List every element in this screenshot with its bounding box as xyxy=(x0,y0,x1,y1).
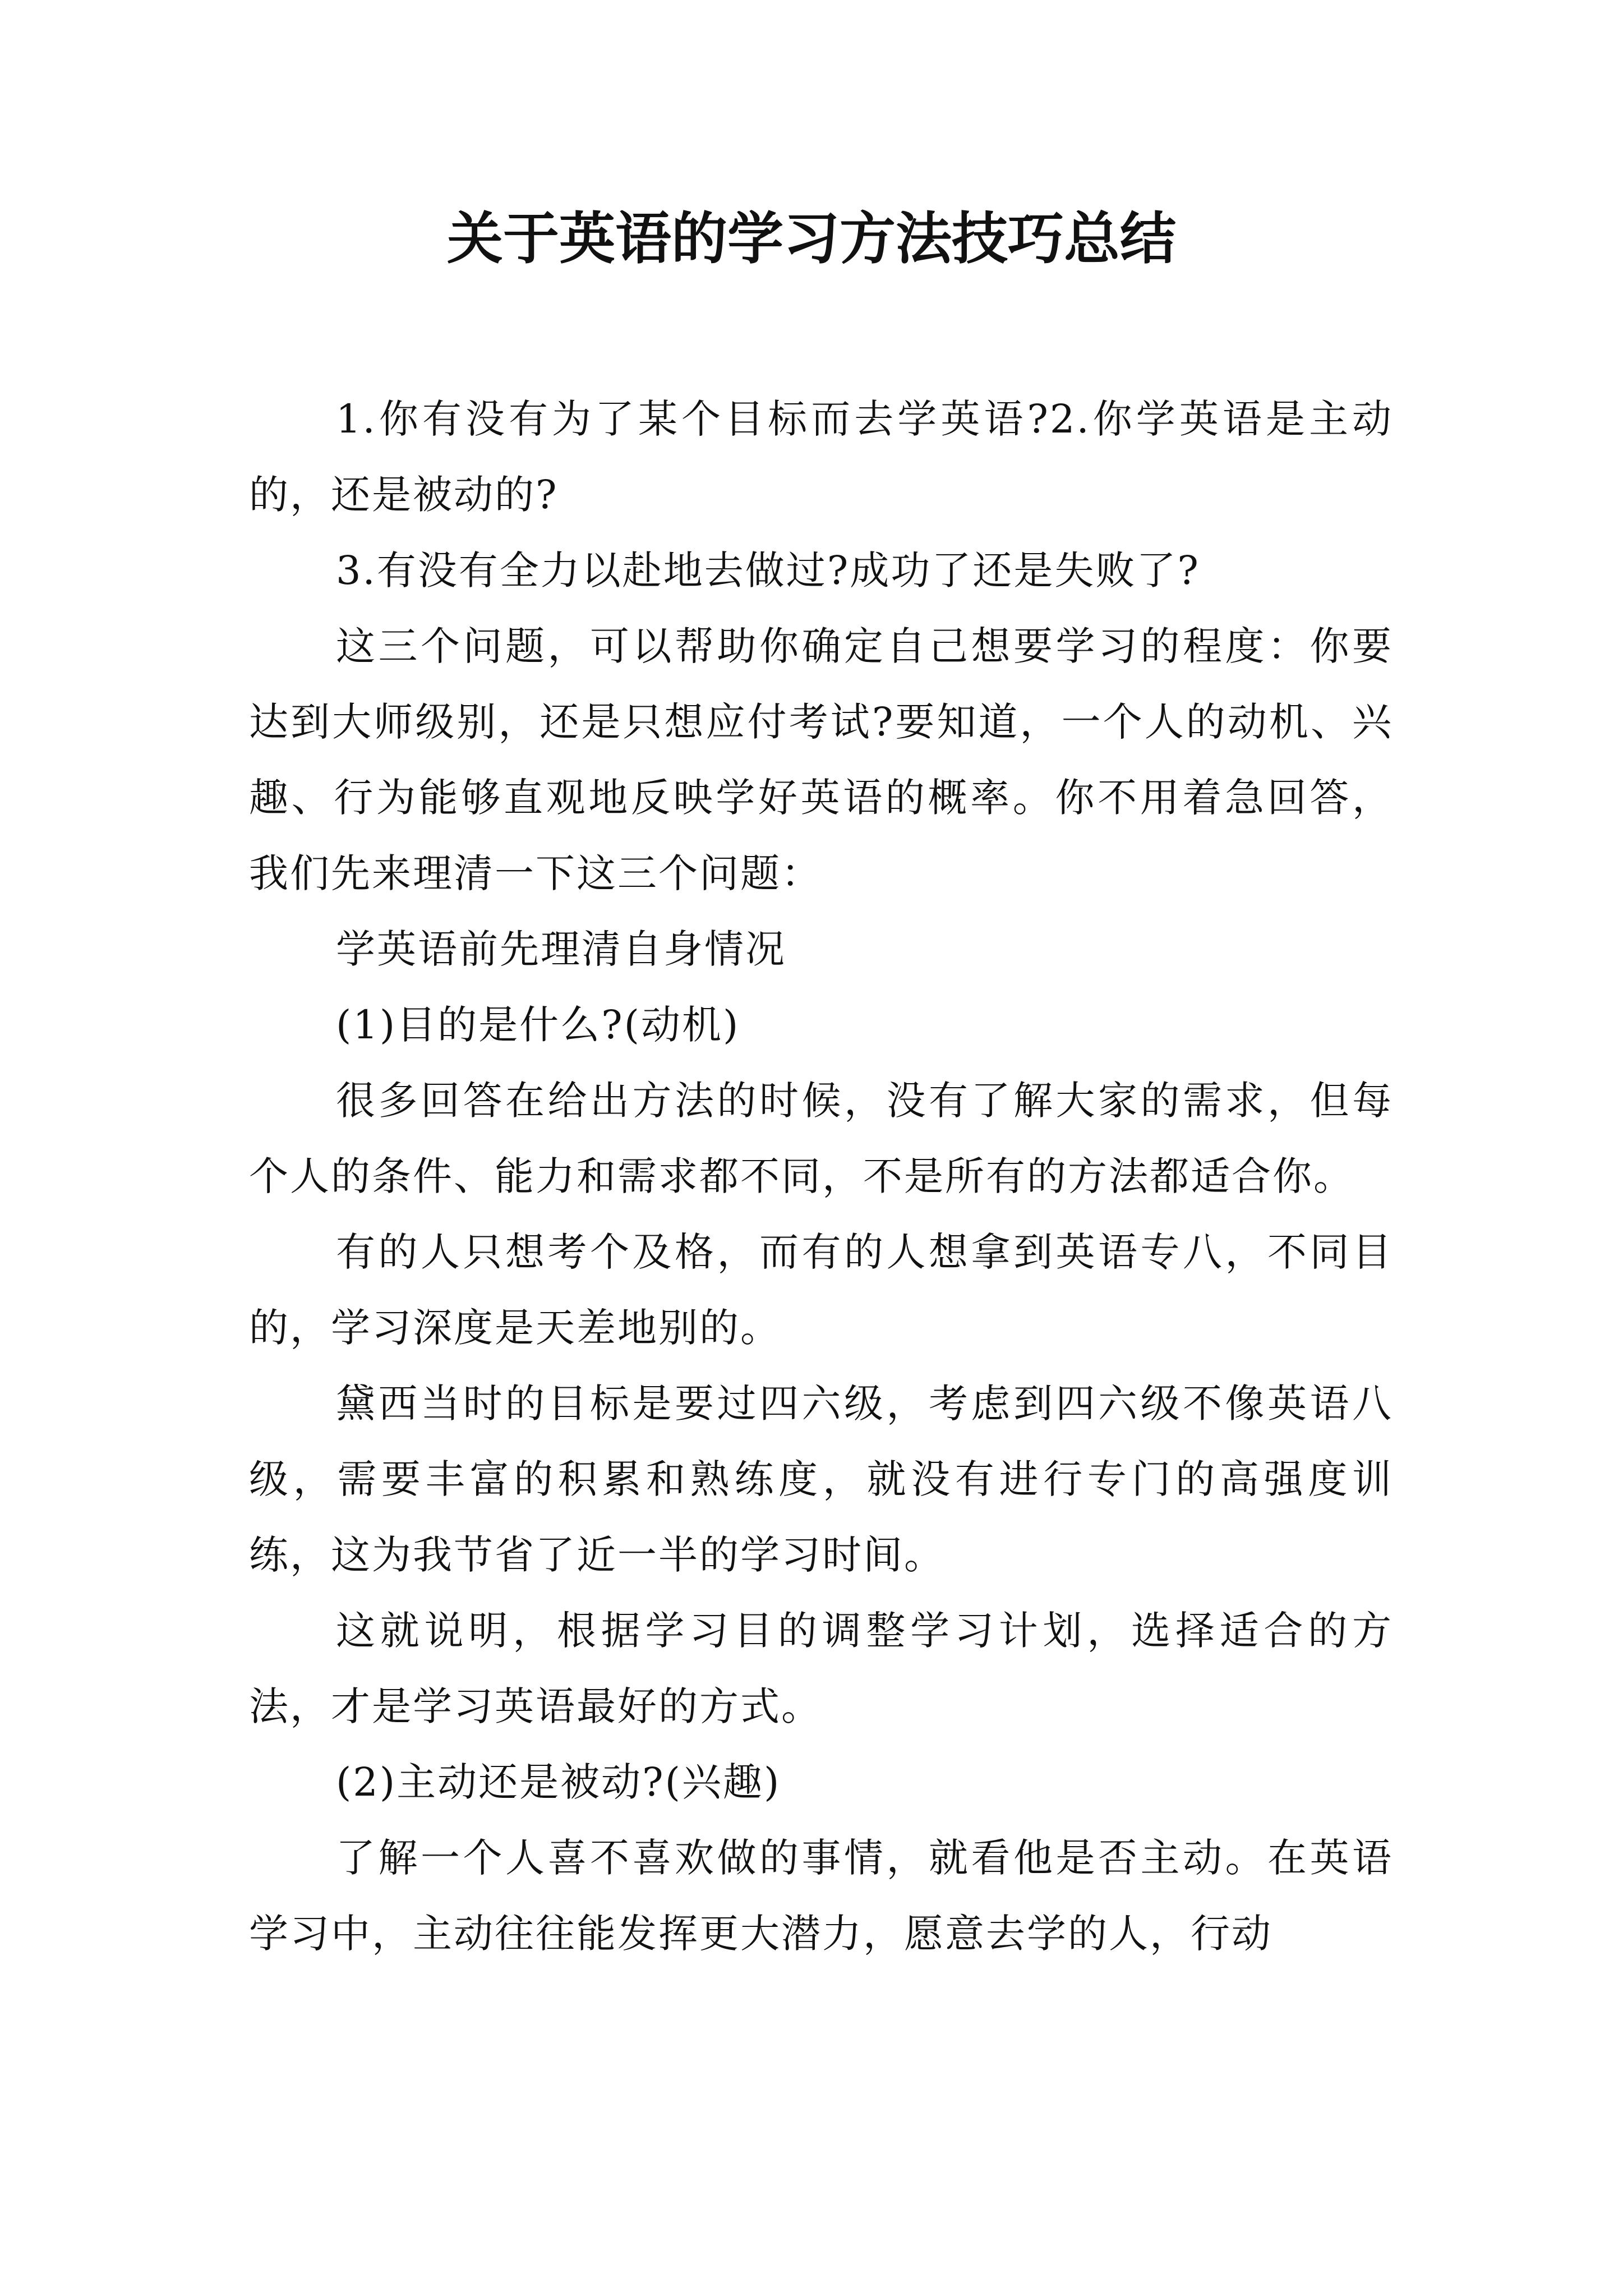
subheading-interest: (2)主动还是被动?(兴趣) xyxy=(336,1759,781,1805)
paragraph-goals: 有的人只想考个及格，而有的人想拿到英语专八，不同目的，学习深度是天差地别的。 xyxy=(249,1229,1393,1351)
section-heading: 学英语前先理清自身情况 xyxy=(336,926,786,972)
paragraph-questions-1-2: 1.你有没有为了某个目标而去学英语?2.你学英语是主动的，还是被动的? xyxy=(249,396,1393,518)
document-body xyxy=(249,381,1393,1972)
paragraph-example: 黛西当时的目标是要过四六级，考虑到四六级不像英语八级，需要丰富的积累和熟练度，就没有进行专门的高强度训练，这为我节省了近一半的学习时间。 xyxy=(249,1381,1393,1578)
document-title: 关于英语的学习方法技巧总结 xyxy=(447,205,1176,272)
subheading-motivation: (1)目的是什么?(动机) xyxy=(336,1002,740,1048)
paragraph-intro: 这三个问题，可以帮助你确定自己想要学习的程度：你要达到大师级别，还是只想应付考试?要知道，一个人的动机、兴趣、行为能够直观地反映学好英语的概率。你不用着急回答，我们先来理清一下这三个问题： xyxy=(249,623,1393,896)
paragraph-conclusion: 这就说明，根据学习目的调整学习计划，选择适合的方法，才是学习英语最好的方式。 xyxy=(249,1608,1393,1729)
paragraph-methods: 很多回答在给出方法的时候，没有了解大家的需求，但每个人的条件、能力和需求都不同，不是所有的方法都适合你。 xyxy=(249,1078,1393,1199)
paragraph-initiative: 了解一个人喜不喜欢做的事情，就看他是否主动。在英语学习中，主动往往能发挥更大潜力，愿意去学的人，行动 xyxy=(249,1835,1393,1957)
paragraph-question-3: 3.有没有全力以赴地去做过?成功了还是失败了? xyxy=(336,547,1200,593)
